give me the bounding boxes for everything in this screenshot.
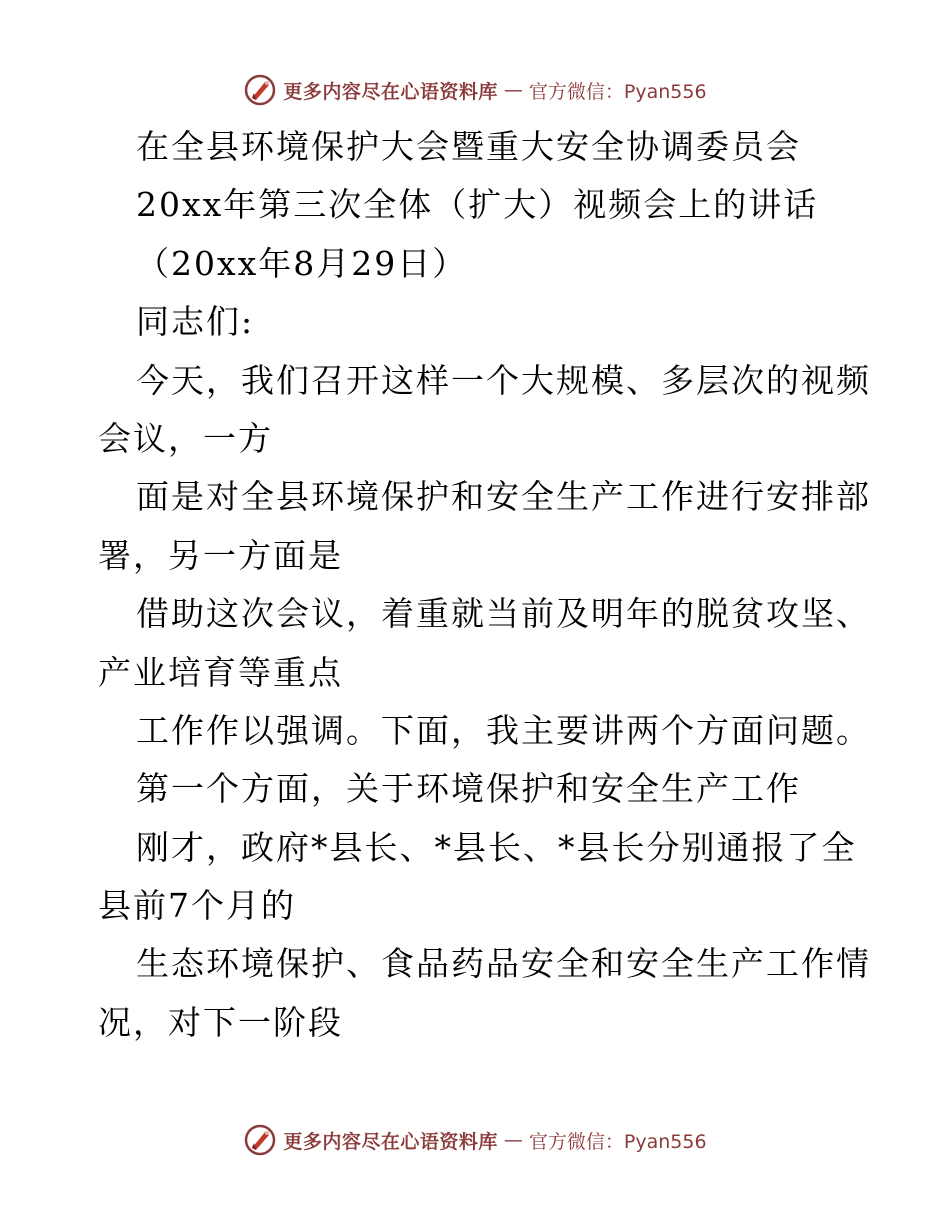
watermark-text: 更多内容尽在心语资料库	[283, 80, 498, 103]
paragraph-line: 面是对全县环境保护和安全生产工作进行安排部	[136, 477, 871, 517]
quill-circle-icon	[243, 1123, 277, 1157]
salutation: 同志们:	[136, 302, 255, 342]
paragraph-line: 县前7个月的	[98, 886, 296, 926]
section-heading: 第一个方面，关于环境保护和安全生产工作	[136, 769, 801, 809]
paragraph-line: 今天，我们召开这样一个大规模、多层次的视频	[136, 360, 871, 400]
watermark-wechat: 官方微信：Pyan556	[528, 80, 707, 103]
title-line-1: 在全县环境保护大会暨重大安全协调委员会	[136, 127, 801, 166]
watermark-separator: —	[503, 79, 523, 101]
document-body	[98, 118, 871, 1052]
page-header-watermark	[0, 70, 950, 110]
paragraph-line: 刚才，政府*县长、*县长、*县长分别通报了全	[136, 827, 857, 867]
paragraph-line: 工作作以强调。下面，我主要讲两个方面问题。	[136, 710, 871, 750]
paragraph-line: 会议，一方	[98, 418, 273, 458]
paragraph-line: 产业培育等重点	[98, 652, 343, 692]
watermark-text: 更多内容尽在心语资料库	[283, 1130, 498, 1153]
paragraph-line: 署，另一方面是	[98, 535, 343, 575]
watermark-wechat: 官方微信：Pyan556	[528, 1130, 707, 1153]
paragraph-line: 况，对下一阶段	[98, 1002, 343, 1042]
watermark-brand	[243, 1123, 706, 1157]
date-line: （20xx年8月29日）	[136, 243, 468, 283]
quill-circle-icon	[243, 73, 277, 107]
watermark-separator: —	[503, 1129, 523, 1151]
watermark-brand	[243, 73, 706, 107]
paragraph-line: 借助这次会议，着重就当前及明年的脱贫攻坚、	[136, 594, 871, 634]
title-line-2: 20xx年第三次全体（扩大）视频会上的讲话	[136, 185, 819, 225]
page-footer-watermark	[0, 1120, 950, 1160]
paragraph-line: 生态环境保护、食品药品安全和安全生产工作情	[136, 944, 871, 984]
